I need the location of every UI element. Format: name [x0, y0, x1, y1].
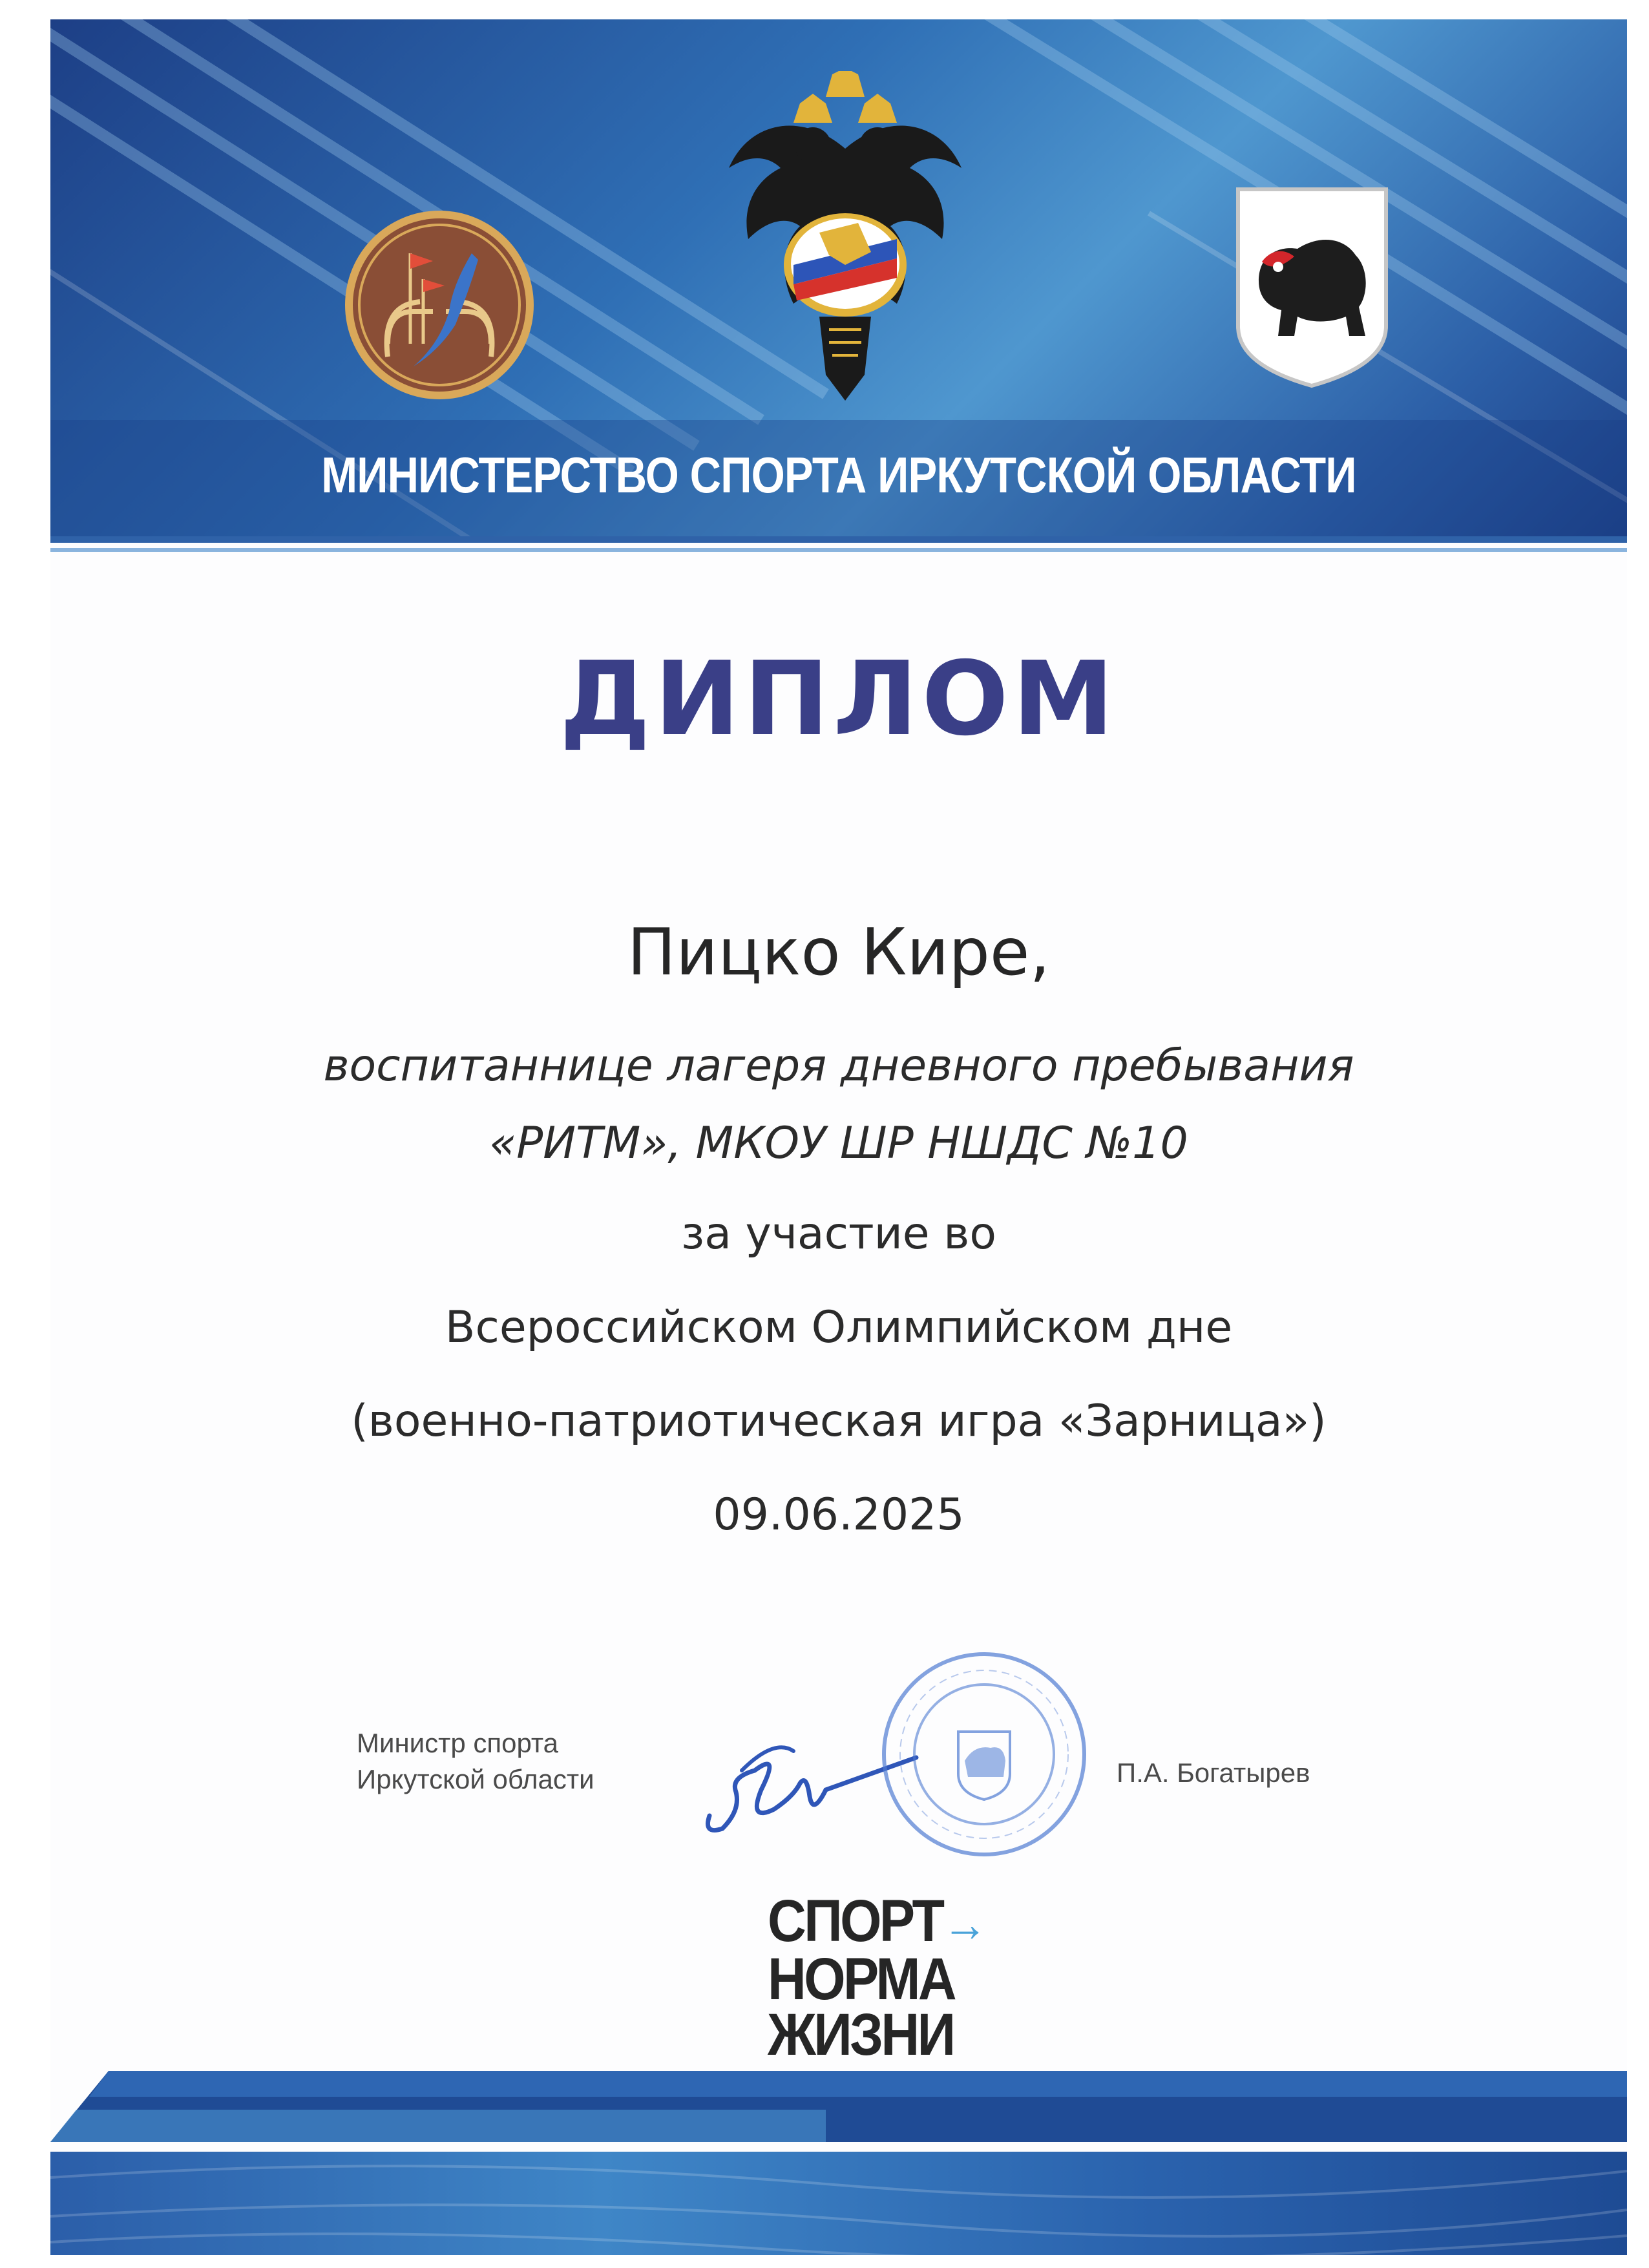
event-name: Всероссийском Олимпийском дне [445, 1302, 1233, 1353]
event-date: 09.06.2025 [713, 1489, 965, 1540]
irkutsk-coat-of-arms-icon [1233, 184, 1391, 391]
slogan-row1: СПОРТ [768, 1888, 943, 1954]
award-reason: за участие во [681, 1208, 996, 1259]
arrow-right-icon: → [942, 1895, 986, 1952]
signatory-position-line1: Министр спорта [357, 1728, 559, 1758]
diploma-title: ДИПЛОМ [560, 640, 1118, 759]
header-band [50, 19, 1627, 536]
footer-band [50, 2152, 1627, 2255]
slogan-row3: ЖИЗНИ [768, 2002, 954, 2068]
recipient-description: воспитаннице лагеря дневного пребывания [323, 1040, 1354, 1091]
ministry-title: МИНИСТЕРСТВО СПОРТА ИРКУТСКОЙ ОБЛАСТИ [321, 446, 1356, 503]
diploma-sheet [50, 19, 1627, 2255]
slogan-logo [768, 1888, 1035, 2068]
header-divider-light [50, 548, 1627, 552]
double-headed-eagle-icon [722, 71, 968, 407]
signatory-position-line2: Иркутской области [357, 1764, 594, 1794]
header-divider [50, 536, 1627, 543]
signatory-position [357, 1725, 594, 1798]
regional-sports-emblem-icon [342, 208, 536, 402]
footer-decoration [50, 2152, 1627, 2255]
signatory-name: П.А. Богатырев [1117, 1758, 1310, 1788]
event-details: (военно-патриотическая игра «Зарница») [351, 1396, 1327, 1447]
slogan-row2: НОРМА [768, 1946, 955, 2012]
institution-name: «РИТМ», МКОУ ШР НШДС №10 [489, 1118, 1188, 1169]
recipient-name: Пицко Кире, [627, 914, 1051, 990]
footer-slant-band [50, 2071, 1627, 2142]
official-stamp [877, 1648, 1091, 1861]
